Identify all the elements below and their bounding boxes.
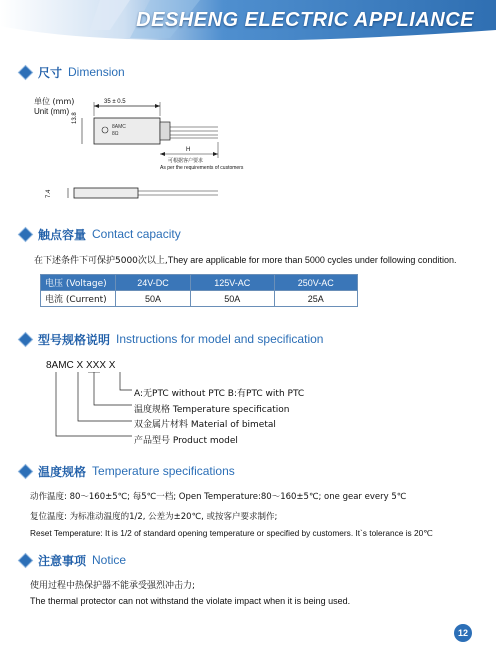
dimension-drawing <box>60 92 250 224</box>
section-title-cn: 温度规格 <box>38 464 87 479</box>
section-model-header <box>18 331 323 347</box>
model-code: 8AMC X XXX X <box>46 360 116 371</box>
diamond-bullet-icon <box>19 66 32 79</box>
page-number-badge: 12 <box>454 624 472 642</box>
section-title-en: Temperature specifications <box>92 464 235 478</box>
height-dimension-label: 13.8 <box>72 112 78 124</box>
diamond-bullet-icon <box>19 465 32 478</box>
unit-label-cn: 单位 (mm) <box>34 97 75 106</box>
table-cell: 125V-AC <box>191 275 274 291</box>
model-line-bimetal: 双金属片材料 Material of bimetal <box>134 420 276 430</box>
section-title-en: Dimension <box>68 65 125 79</box>
length-dimension-label: 35 ± 0.5 <box>104 99 126 105</box>
contact-capacity-table <box>40 274 358 307</box>
contact-desc-en: They are applicable for more than 5000 cycles under following condition. <box>167 255 457 265</box>
table-row <box>41 291 358 307</box>
thickness-dimension-label: 7.4 <box>46 189 52 198</box>
brand-title: DESHENG ELECTRIC APPLIANCE <box>136 9 474 31</box>
table-header-row <box>41 275 358 291</box>
model-line-ptc: A:无PTC without PTC B:有PTC with PTC <box>134 389 305 399</box>
table-cell: 50A <box>116 291 191 307</box>
contact-desc-cn: 在下述条件下可保护5000次以上, <box>34 256 168 266</box>
section-title-en: Contact capacity <box>92 227 181 241</box>
section-temperature-header <box>18 463 235 479</box>
notice-line-cn: 使用过程中热保护器不能承受强烈冲击力; <box>30 581 196 591</box>
contact-description <box>34 253 456 266</box>
component-marking-2: 8Ω <box>112 131 119 137</box>
model-bracket-lines <box>50 372 134 444</box>
table-cell: 25A <box>274 291 357 307</box>
diamond-bullet-icon <box>19 554 32 567</box>
section-title-cn: 尺寸 <box>38 65 63 80</box>
table-cell: 电压 (Voltage) <box>41 275 116 291</box>
h-note-en: As per the requirements of customers <box>160 165 244 171</box>
table-cell: 24V-DC <box>116 275 191 291</box>
section-contact-header <box>18 226 181 242</box>
section-title-en: Notice <box>92 553 127 567</box>
section-title-cn: 注意事项 <box>38 553 87 568</box>
h-note-cn: 可根据客户要求 <box>168 158 204 164</box>
notice-line-en: The thermal protector can not withstand the violate impact when it is being used. <box>30 596 351 606</box>
section-title-en: Instructions for model and specification <box>116 332 324 346</box>
table-cell: 250V-AC <box>274 275 357 291</box>
h-dimension-label: H <box>186 147 191 153</box>
model-line-temperature: 温度规格 Temperature specification <box>134 405 290 415</box>
temperature-line-reset-en: Reset Temperature: It is 1/2 of standard opening temperature or specified by customers. It`s tolerance is 20℃ <box>30 528 433 538</box>
unit-label-en: Unit (mm) <box>34 107 70 116</box>
section-dimension-header <box>18 64 125 80</box>
component-marking-1: 8AMC <box>112 124 126 130</box>
diamond-bullet-icon <box>19 333 32 346</box>
header-banner <box>0 0 496 40</box>
temperature-line-reset-cn: 复位温度: 为标准动温度的1/2, 公差为±20℃, 或按客户要求制作; <box>30 512 278 522</box>
section-title-cn: 触点容量 <box>38 227 87 242</box>
model-line-product: 产品型号 Product model <box>134 436 238 446</box>
table-cell: 电流 (Current) <box>41 291 116 307</box>
section-notice-header <box>18 552 126 568</box>
table-cell: 50A <box>191 291 274 307</box>
diamond-bullet-icon <box>19 228 32 241</box>
temperature-line-open: 动作温度: 80～160±5℃; 每5℃一档; Open Temperature:80～160±5℃; one gear every 5℃ <box>30 492 407 502</box>
section-title-cn: 型号规格说明 <box>38 332 111 347</box>
